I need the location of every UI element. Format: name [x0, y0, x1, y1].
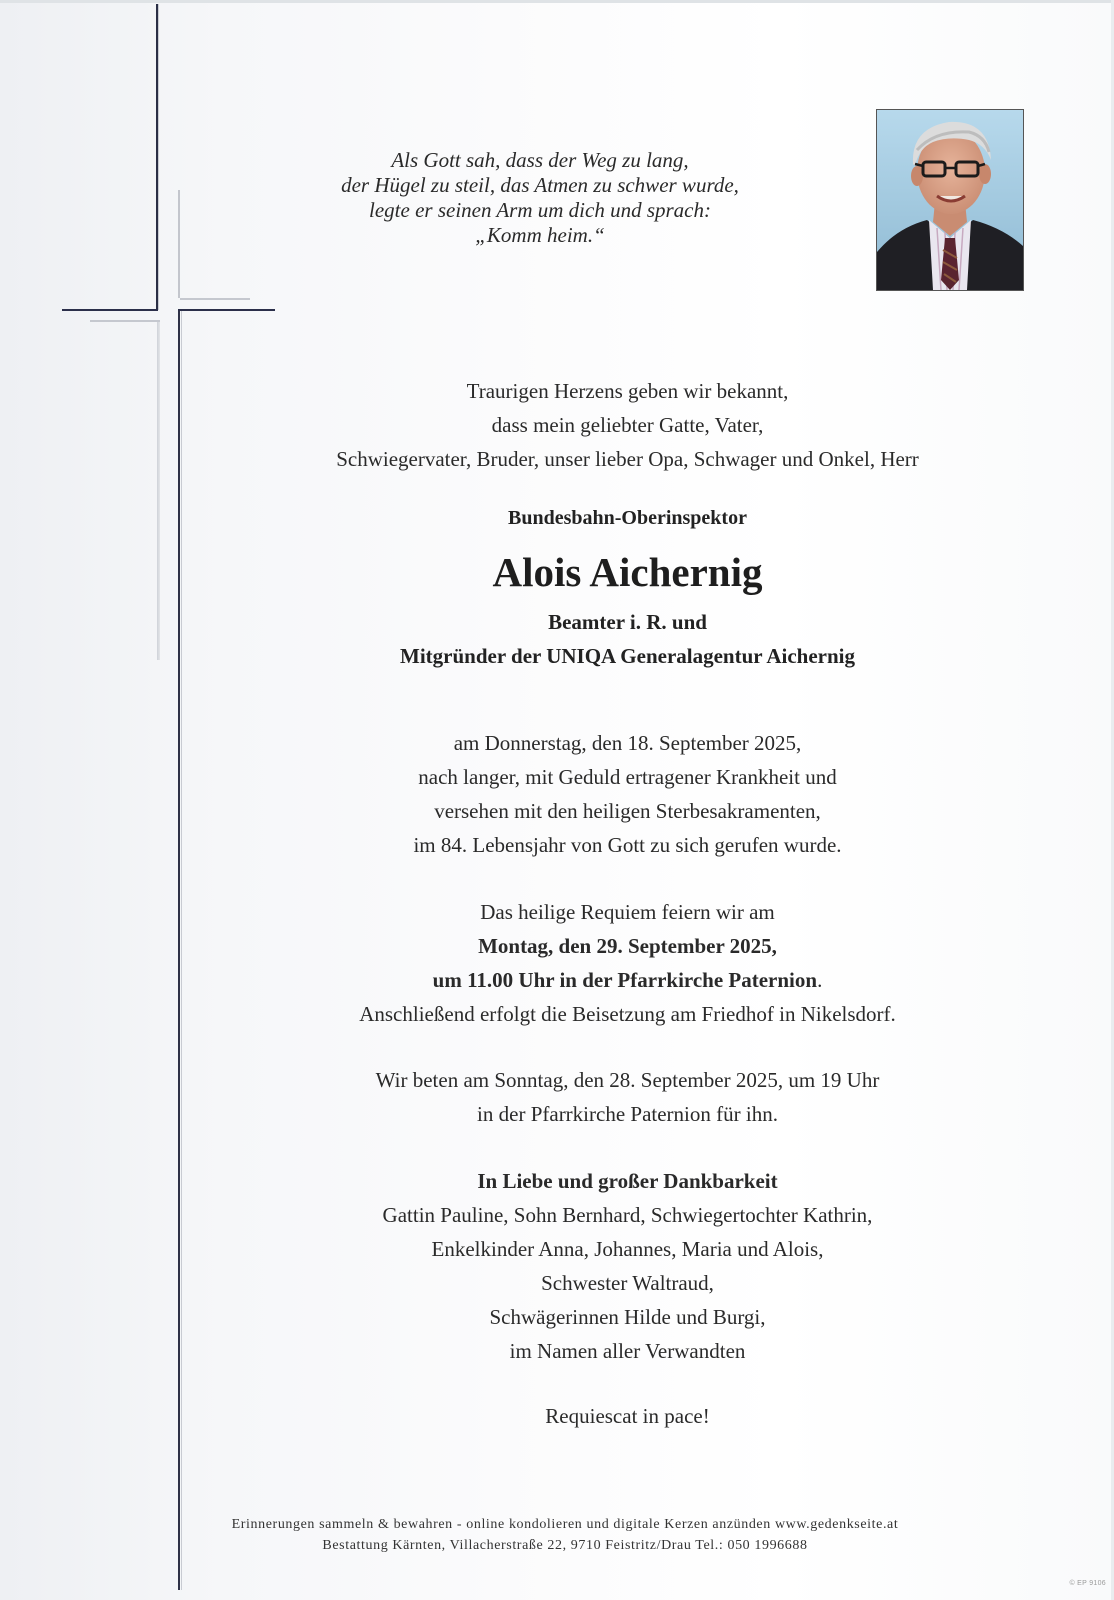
- burial-info: Anschließend erfolgt die Beisetzung am Friedhof in Nikelsdorf.: [359, 1002, 896, 1026]
- mourner-line: Enkelkinder Anna, Johannes, Maria und Alois,: [431, 1237, 824, 1261]
- requiem-time-place-end: .: [817, 968, 823, 992]
- cross-line: [181, 310, 182, 1590]
- footer-line: Bestattung Kärnten, Villacherstraße 22, 9710 Feistritz/Drau Tel.: 050 1996688: [322, 1538, 808, 1553]
- closing-phrase: Requiescat in pace!: [545, 1404, 710, 1428]
- cross-line: [178, 190, 180, 298]
- death-line: nach langer, mit Geduld ertragener Krankheit und: [418, 765, 837, 789]
- cross-line: [178, 309, 275, 311]
- motto-line: der Hügel zu steil, das Atmen zu schwer wurde,: [341, 173, 739, 197]
- requiem-date: Montag, den 29. September 2025,: [478, 934, 777, 958]
- cross-line: [180, 298, 250, 300]
- cross-line: [178, 310, 180, 1590]
- rosary-line: Wir beten am Sonntag, den 28. September 2025, um 19 Uhr: [375, 1068, 880, 1092]
- subtitle-line: Mitgründer der UNIQA Generalagentur Aichernig: [400, 644, 855, 668]
- deceased-subtitle: [320, 605, 935, 673]
- top-edge: [0, 0, 1114, 3]
- mourner-line: im Namen aller Verwandten: [509, 1339, 746, 1363]
- announcement-intro: [320, 374, 935, 476]
- motto-line: legte er seinen Arm um dich und sprach:: [369, 198, 711, 222]
- cross-line: [62, 309, 158, 311]
- motto-line: „Komm heim.“: [475, 223, 605, 247]
- deceased-name: Alois Aichernig: [492, 549, 763, 595]
- intro-line: Schwiegervater, Bruder, unser lieber Opa, Schwager und Onkel, Herr: [336, 447, 919, 471]
- cross-line: [158, 4, 159, 310]
- cross-line: [90, 320, 160, 322]
- footer-line: Erinnerungen sammeln & bewahren - online kondolieren und digitale Kerzen anzünden www.gedenkseite.at: [231, 1517, 899, 1532]
- death-notice: [320, 726, 935, 862]
- portrait-image: [877, 110, 1023, 290]
- intro-line: Traurigen Herzens geben wir bekannt,: [466, 379, 789, 403]
- mourner-line: Schwester Waltraud,: [541, 1271, 714, 1295]
- mourner-line: Schwägerinnen Hilde und Burgi,: [489, 1305, 766, 1329]
- requiem-time-place: um 11.00 Uhr in der Pfarrkirche Paternion: [432, 968, 818, 992]
- mourners-heading: In Liebe und großer Dankbarkeit: [477, 1169, 778, 1193]
- subtitle-line: Beamter i. R. und: [548, 610, 707, 634]
- intro-line: dass mein geliebter Gatte, Vater,: [491, 413, 764, 437]
- portrait-photo: [876, 109, 1024, 291]
- requiem-info: [320, 895, 935, 1031]
- print-code: © EP 9106: [1069, 1580, 1106, 1587]
- requiem-time-place-line: [320, 963, 935, 997]
- footer-info: [220, 1514, 910, 1556]
- motto-verse: [300, 148, 780, 248]
- mourner-line: Gattin Pauline, Sohn Bernhard, Schwiegertochter Kathrin,: [382, 1203, 873, 1227]
- death-line: im 84. Lebensjahr von Gott zu sich gerufen wurde.: [413, 833, 842, 857]
- rosary-line: in der Pfarrkirche Paternion für ihn.: [477, 1102, 778, 1126]
- deceased-title: Bundesbahn-Oberinspektor: [508, 507, 747, 529]
- rosary-info: [320, 1063, 935, 1131]
- motto-line: Als Gott sah, dass der Weg zu lang,: [391, 148, 689, 172]
- requiem-intro: Das heilige Requiem feiern wir am: [480, 900, 775, 924]
- death-line: am Donnerstag, den 18. September 2025,: [453, 731, 802, 755]
- death-line: versehen mit den heiligen Sterbesakramenten,: [434, 799, 821, 823]
- mourners-list: [320, 1164, 935, 1368]
- cross-line: [157, 320, 160, 660]
